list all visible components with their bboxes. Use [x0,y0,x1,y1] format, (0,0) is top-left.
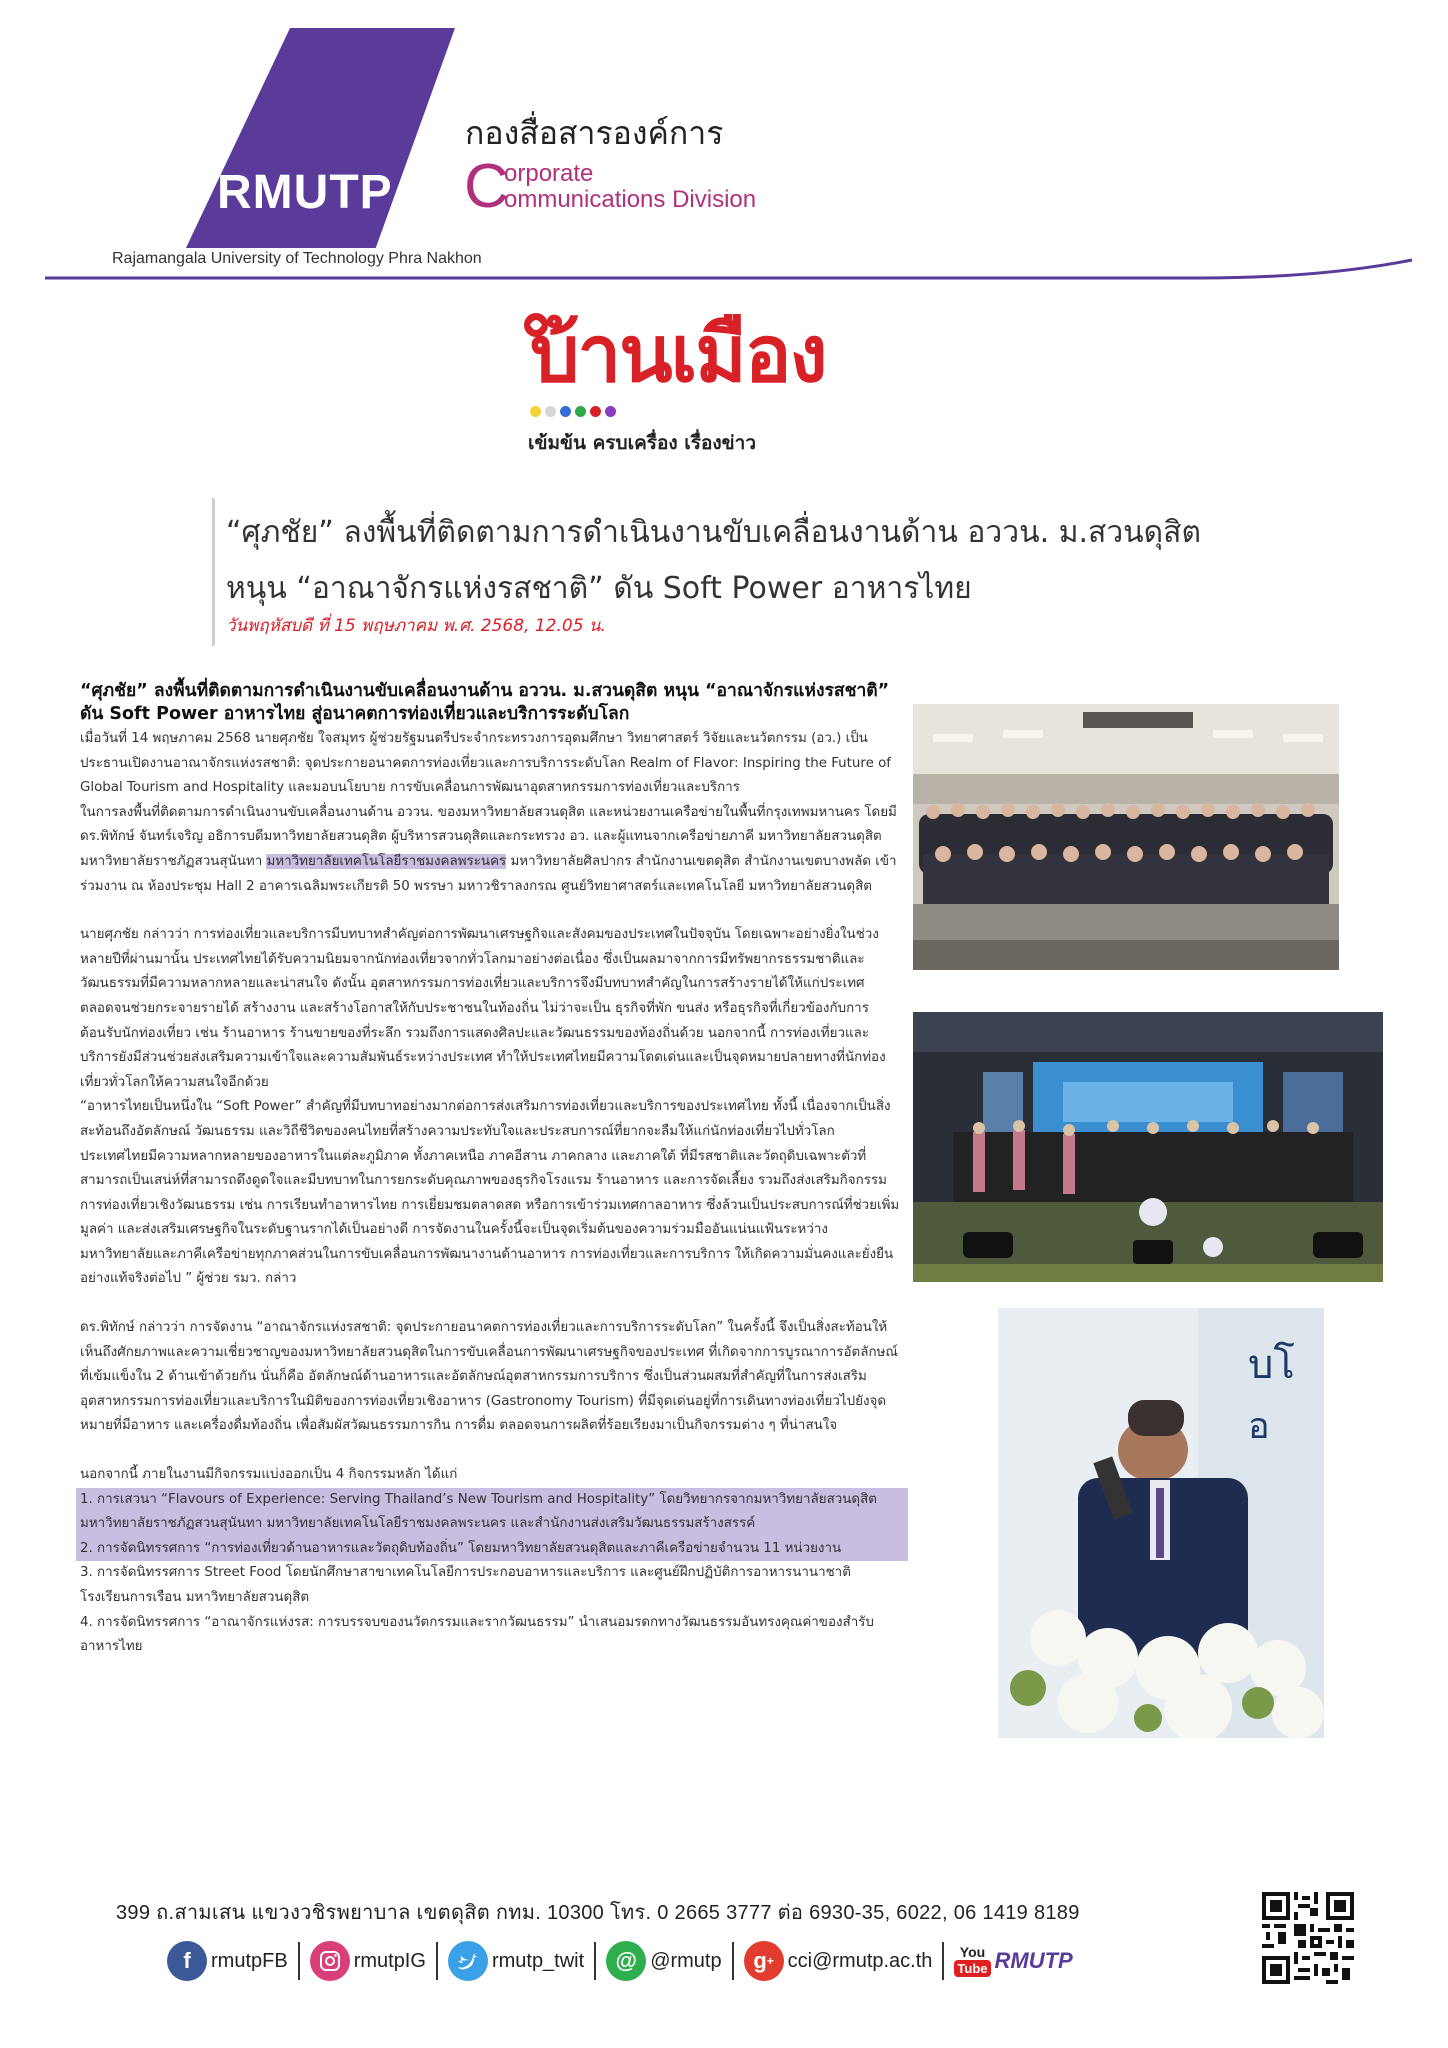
twitter-link[interactable] [448,1941,584,1981]
youtube-icon-top: You [959,1944,986,1960]
paragraph-3: นายศุภชัย กล่าวว่า การท่องเที่ยวและบริการมีบทบาทสำคัญต่อการพัฒนาเศรษฐกิจและสังคมของประเทศในปัจจุบัน โดยเฉพาะอย่างยิ่งในช่วงหลายปีที่ผ่านมานั้น ประเทศไทยได้รับความนิยมจากนักท่องเที่ยวจากทั่วโลกมาอย่างต่อเนื่อง ซึ่งเป็นผลมาจากการมีทรัพยากรธรรมชาติและวัฒนธรรมที่มีความหลากหลายและน่าสนใจ ดังนั้น อุตสาหกรรมการท่องเที่ยวและบริการจึงมีบทบาทสำคัญในการสร้างรายได้ให้แก่ประเทศ ตลอดจนช่วยกระจายรายได้ สร้างงาน และสร้างโอกาสให้กับประชาชนในท้องถิ่น ไม่ว่าจะเป็น ธุรกิจที่พัก ขนส่ง หรือธุรกิจที่เกี่ยวข้องกับการต้อนรับนักท่องเที่ยว เช่น ร้านอาหาร ร้านขายของที่ระลึก รวมถึงการแสดงศิลปะและวัฒนธรรมของท้องถิ่นด้วย นอกจากนี้ การท่องเที่ยวและบริการยังมีส่วนช่วยส่งเสริมความเข้าใจและความสัมพันธ์ระหว่างประเทศ ทำให้ประเทศไทยมีความโดดเด่นและเป็นจุดหมายปลายทางที่นักท่องเที่ยวทั่วโลกให้ความสนใจอีกด้วย [80,927,886,1090]
youtube-channel: RMUTP [994,1948,1073,1973]
division-name-thai: กองสื่อสารองค์การ [465,114,724,152]
newspaper-slogan: เข้มข้น ครบเครื่อง เรื่องข่าว [528,432,756,454]
svg-text:บโ: บโ [1248,1342,1295,1388]
highlighted-activities [76,1488,908,1562]
instagram-icon [310,1941,350,1981]
paragraph-6: นอกจากนี้ ภายในงานมีกิจกรรมแบ่งออกเป็น 4 กิจกรรมหลัก ได้แก่ [80,1467,458,1483]
twitter-icon [448,1941,488,1981]
header-divider-line [0,258,1448,308]
divider [594,1942,596,1980]
group-photo-hall [913,704,1339,970]
line-handle: @rmutp [650,1949,722,1972]
activity-item-3: 3. การจัดนิทรรศการ Street Food โดยนักศึกษาสาขาเทคโนโลยีการประกอบอาหารและบริการ และศูนย์ฝึกปฏิบัติการอาหารนานาชาติ โรงเรียนการเรือน มหาวิทยาลัยสวนดุสิต [80,1565,851,1605]
email-link[interactable] [744,1941,933,1981]
newspaper-name: บ้านเมือง [530,310,826,400]
activity-item-2: 2. การจัดนิทรรศการ “การท่องเที่ยวด้านอาหารและวัตถุดิบท้องถิ่น” โดยมหาวิทยาลัยสวนดุสิตและภาคีเครือข่ายจำนวน 11 หน่วยงาน [80,1540,842,1556]
youtube-icon [954,1945,990,1977]
facebook-icon: f [167,1941,207,1981]
university-name: Rajamangala University of Technology Phra Nakhon [112,250,482,267]
youtube-link[interactable] [954,1945,1072,1977]
speaker-at-podium-photo [998,1308,1324,1738]
footer-address: 399 ถ.สามเสน แขวงวชิรพยาบาล เขตดุสิต กทม. 10300 โทร. 0 2665 3777 ต่อ 6930-35, 6022, 06 1419 8189 [116,1902,1080,1924]
facebook-link[interactable] [167,1941,288,1981]
svg-text:อ: อ [1248,1406,1270,1447]
headline-line-2: หนุน “อาณาจักรแห่งรสชาติ” ดัน Soft Power อาหารไทย [226,571,972,606]
paragraph-2-text-a: ในการลงพื้นที่ติดตามการดำเนินงานขับเคลื่อนงานด้าน อววน. ของมหาวิทยาลัยสวนดุสิต และหน่วยงานเครือข่ายในพื้นที่กรุงเทพมหานคร โดยมี ดร.พิทักษ์ จันทร์เจริญ อธิการบดีมหาวิทยาลัยสวนดุสิต ผู้บริหารสวนดุสิตและกระทรวง อว. และผู้แทนจากเครือข่ายภาคี มหาวิทยาลัยสวนดุสิต มหาวิทยาลัยราชภัฏสวนสุนันทา [80,804,897,869]
youtube-icon-bottom: Tube [954,1960,990,1977]
twitter-handle: rmutp_twit [491,1949,585,1972]
google-plus-icon: g + [744,1941,784,1981]
instagram-link[interactable] [310,1941,426,1981]
highlighted-university-name: มหาวิทยาลัยเทคโนโลยีราชมงคลพระนคร [266,853,507,869]
headline [226,505,1201,617]
paragraph-2 [80,801,900,899]
letterhead [0,0,1448,300]
line-link[interactable] [606,1941,721,1981]
division-line-1: orporate [504,160,594,187]
email-address: cci@rmutp.ac.th [787,1949,933,1972]
facebook-handle: rmutpFB [211,1949,288,1972]
paragraph-2-text-b: มหาวิทยาลัยศิลปากร สำนักงานเขตดุสิต สำนักงานเขตบางพลัด เข้าร่วมงาน ณ ห้องประชุม Hall 2 อาคารเฉลิมพระเกียรติ 50 พรรษา มหาวชิราลงกรณ ศูนย์วิทยาศาสตร์และเทคโนโลยี มหาวิทยาลัยสวนดุสิต [80,853,897,894]
divider [942,1942,944,1980]
qr-code [1262,1892,1354,1984]
at-sign-icon: @ [606,1941,646,1981]
divider [436,1942,438,1980]
article-title: “ศุภชัย” ลงพื้นที่ติดตามการดำเนินงานขับเคลื่อนงานด้าน อววน. ม.สวนดุสิต หนุน “อาณาจักรแห่งรสชาติ” ดัน Soft Power อาหารไทย สู่อนาคตการท่องเที่ยวและบริการระดับโลก [80,681,890,724]
article-body [80,680,900,1660]
paragraph-5: ดร.พิทักษ์ กล่าวว่า การจัดงาน “อาณาจักรแห่งรสชาติ: จุดประกายอนาคตการท่องเที่ยวและการบริการระดับโลก” ในครั้งนี้ จึงเป็นสิ่งสะท้อนให้เห็นถึงศักยภาพและความเชี่ยวชาญของมหาวิทยาลัยสวนดุสิตในการขับเคลื่อนการพัฒนาเศรษฐกิจของประเทศ ที่เกิดจากการบูรณาการอัตลักษณ์ที่เข้มแข็งใน 2 ด้านเข้าด้วยกัน นั่นก็คือ อัตลักษณ์ด้านอาหารและอัตลักษณ์อุตสาหกรรมการบริการ ซึ่งเป็นส่วนผสมที่สำคัญที่ในการส่งเสริมอุตสาหกรรมการท่องเที่ยวและบริการในมิติของการท่องเที่ยวเชิงอาหาร (Gastronomy Tourism) ที่มีจุดเด่นอยู่ที่การเดินทางท่องเที่ยวไปยังจุดหมายที่มีอาหาร และเครื่องดื่มท้องถิ่น เพื่อสัมผัสวัฒนธรรมการกิน การดื่ม ตลอดจนการผลิตที่ร้อยเรียงมาเป็นกิจกรรมต่าง ๆ ที่น่าสนใจ [80,1320,898,1434]
activity-item-1: 1. การเสวนา “Flavours of Experience: Serving Thailand’s New Tourism and Hospitality” โดยวิทยากรจากมหาวิทยาลัยสวนดุสิต มหาวิทยาลัยราชภัฏสวนสุนันทา มหาวิทยาลัยเทคโนโลยีราชมงคลพระนคร และสำนักงานส่งเสริมวัฒนธรรมสร้างสรรค์ [80,1491,877,1532]
activity-item-4: 4. การจัดนิทรรศการ “อาณาจักรแห่งรส: การบรรจบของนวัตกรรมและรากวัฒนธรรม” นำเสนอมรดกทางวัฒนธรรมอันทรงคุณค่าของสำรับอาหารไทย [80,1614,874,1655]
division-initial-c: C [464,152,509,221]
divider [298,1942,300,1980]
publish-date: วันพฤหัสบดี ที่ 15 พฤษภาคม พ.ศ. 2568, 12.05 น. [226,616,606,636]
newspaper-color-dots [530,406,616,417]
rmutp-logo-text: RMUTP [217,166,393,219]
paragraph-4: “อาหารไทยเป็นหนึ่งใน “Soft Power” สำคัญที่มีบทบาทอย่างมากต่อการส่งเสริมการท่องเที่ยวและบริการของประเทศไทย ทั้งนี้ เนื่องจากเป็นสิ่งสะท้อนถึงอัตลักษณ์ วัฒนธรรม และวิถีชีวิตของคนไทยที่สร้างความประทับใจและประสบการณ์ที่ยากจะลืมให้แก่นักท่องเที่ยวไปทั่วโลกประเทศไทยมีความหลากหลายของอาหารในแต่ละภูมิภาค ทั้งภาคเหนือ ภาคอีสาน ภาคกลาง และภาคใต้ ที่มีรสชาติและวัตถุดิบเฉพาะตัวที่ สามารถเป็นเสน่ห์ที่สามารถดึงดูดใจและมีบทบาทในการยกระดับคุณภาพของธุรกิจโรงแรม ร้านอาหาร และการจัดเลี้ยง รวมถึงส่งเสริมกิจกรรมการท่องเที่ยวเชิงวัฒนธรรม เช่น การเรียนทำอาหารไทย การเยี่ยมชมตลาดสด หรือการเข้าร่วมเทศกาลอาหาร ซึ่งล้วนเป็นประสบการณ์ที่ช่วยเพิ่มมูลค่า และส่งเสริมเศรษฐกิจในระดับฐานรากได้เป็นอย่างดี การจัดงานในครั้งนี้จะเป็นจุดเริ่มต้นของความร่วมมืออันแน่นแฟ้นระหว่างมหาวิทยาลัยและภาคีเครือข่ายทุกภาคส่วนในการขับเคลื่อนการพัฒนางานด้านอาหาร การท่องเที่ยวและการบริการ ให้เกิดความมั่นคงและยั่งยืนอย่างแท้จริงต่อไป ” ผู้ช่วย รมว. กล่าว [80,1099,900,1287]
social-links [167,1938,1073,1984]
division-line-2: ommunications Division [504,186,757,213]
instagram-handle: rmutpIG [353,1949,426,1972]
divider [732,1942,734,1980]
headline-accent-bar [212,498,215,646]
headline-line-1: “ศุภชัย” ลงพื้นที่ติดตามการดำเนินงานขับเคลื่อนงานด้าน อววน. ม.สวนดุสิต [226,515,1201,550]
paragraph-1: เมื่อวันที่ 14 พฤษภาคม 2568 นายศุภชัย ใจสมุทร ผู้ช่วยรัฐมนตรีประจำกระทรวงการอุดมศึกษา วิทยาศาสตร์ วิจัยและนวัตกรรม (อว.) เป็นประธานเปิดงานอาณาจักรแห่งรสชาติ: จุดประกายอนาคตการท่องเที่ยวและการบริการระดับโลก Realm of Flavor: Inspiring the Future of Global Tourism and Hospitality และมอบนโยบาย การขับเคลื่อนการพัฒนาอุตสาหกรรมการท่องเที่ยวและบริการ [80,731,892,796]
stage-ceremony-photo [913,1012,1383,1282]
